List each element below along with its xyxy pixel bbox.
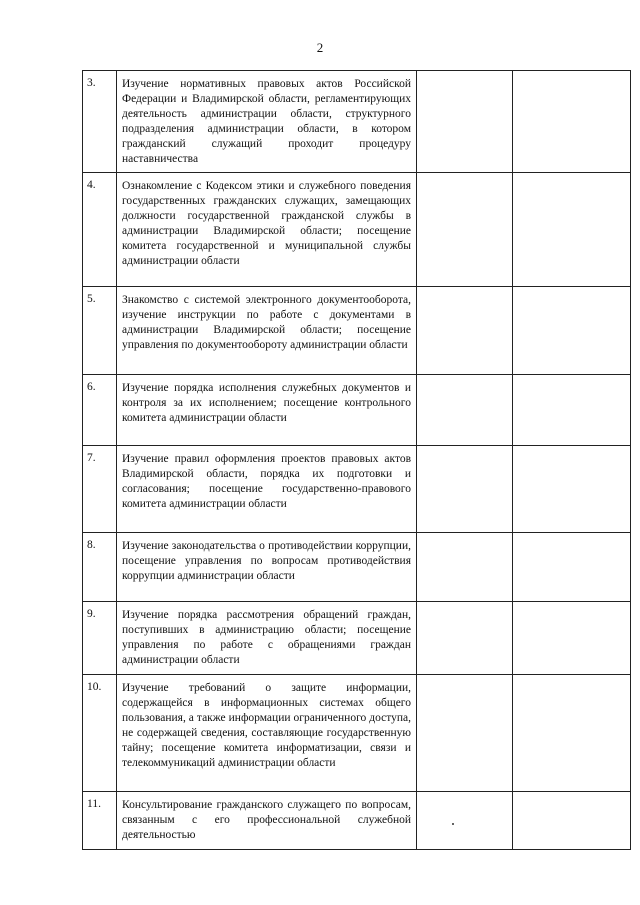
row-number: 10. bbox=[83, 675, 117, 792]
row-number: 3. bbox=[83, 71, 117, 173]
row-number: 4. bbox=[83, 173, 117, 287]
activity-text: Ознакомление с Кодексом этики и служебного поведения государственных гражданских служащих, замещающих должности государственной гражданской службы в администрации Владимирской области; посещение комитета государственной и муниципальной службы администрации области bbox=[117, 173, 417, 287]
activity-text: Изучение правил оформления проектов правовых актов Владимирской области, порядка их подготовки и согласования; посещение государственно-правового комитета администрации области bbox=[117, 446, 417, 533]
empty-cell bbox=[417, 375, 513, 446]
activity-text: Изучение нормативных правовых актов Российской Федерации и Владимирской области, регламентирующих деятельность администрации области, структурного подразделения администрации области, в котором гражданский служащий проходит процедуру наставничества bbox=[117, 71, 417, 173]
page-number: 2 bbox=[316, 40, 324, 55]
empty-cell bbox=[417, 602, 513, 675]
empty-cell bbox=[513, 533, 631, 602]
table-row bbox=[83, 446, 631, 533]
empty-cell bbox=[513, 792, 631, 850]
row-number: 8. bbox=[83, 533, 117, 602]
empty-cell bbox=[513, 375, 631, 446]
row-number: 5. bbox=[83, 287, 117, 375]
empty-cell bbox=[513, 71, 631, 173]
table-row bbox=[83, 533, 631, 602]
scan-speck bbox=[452, 823, 454, 825]
table-row bbox=[83, 675, 631, 792]
mentoring-plan-table bbox=[82, 70, 631, 850]
row-number: 6. bbox=[83, 375, 117, 446]
empty-cell bbox=[417, 446, 513, 533]
activity-text: Изучение требований о защите информации, содержащейся в информационных системах общего пользования, а также информации ограниченного доступа, не содержащей сведения, составляющие государственную тайну; посещение комитета информатизации, связи и телекоммуникаций администрации области bbox=[117, 675, 417, 792]
table-row bbox=[83, 375, 631, 446]
empty-cell bbox=[417, 792, 513, 850]
activity-text: Знакомство с системой электронного документооборота, изучение инструкции по работе с документами в администрации Владимирской области; посещение управления по документообороту администрации области bbox=[117, 287, 417, 375]
row-number: 11. bbox=[83, 792, 117, 850]
empty-cell bbox=[417, 287, 513, 375]
row-number: 7. bbox=[83, 446, 117, 533]
empty-cell bbox=[417, 71, 513, 173]
activity-text: Изучение порядка исполнения служебных документов и контроля за их исполнением; посещение контрольного комитета администрации области bbox=[117, 375, 417, 446]
table-row bbox=[83, 287, 631, 375]
empty-cell bbox=[417, 533, 513, 602]
activity-text: Консультирование гражданского служащего по вопросам, связанным с его профессиональной служебной деятельностью bbox=[117, 792, 417, 850]
row-number: 9. bbox=[83, 602, 117, 675]
table-row bbox=[83, 173, 631, 287]
empty-cell bbox=[417, 173, 513, 287]
empty-cell bbox=[417, 675, 513, 792]
empty-cell bbox=[513, 446, 631, 533]
empty-cell bbox=[513, 173, 631, 287]
activity-text: Изучение порядка рассмотрения обращений граждан, поступивших в администрацию области; посещение управления по работе с обращениями граждан администрации области bbox=[117, 602, 417, 675]
table-row bbox=[83, 602, 631, 675]
activity-text: Изучение законодательства о противодействии коррупции, посещение управления по вопросам противодействия коррупции администрации области bbox=[117, 533, 417, 602]
empty-cell bbox=[513, 602, 631, 675]
table-row bbox=[83, 71, 631, 173]
empty-cell bbox=[513, 675, 631, 792]
empty-cell bbox=[513, 287, 631, 375]
table-row bbox=[83, 792, 631, 850]
